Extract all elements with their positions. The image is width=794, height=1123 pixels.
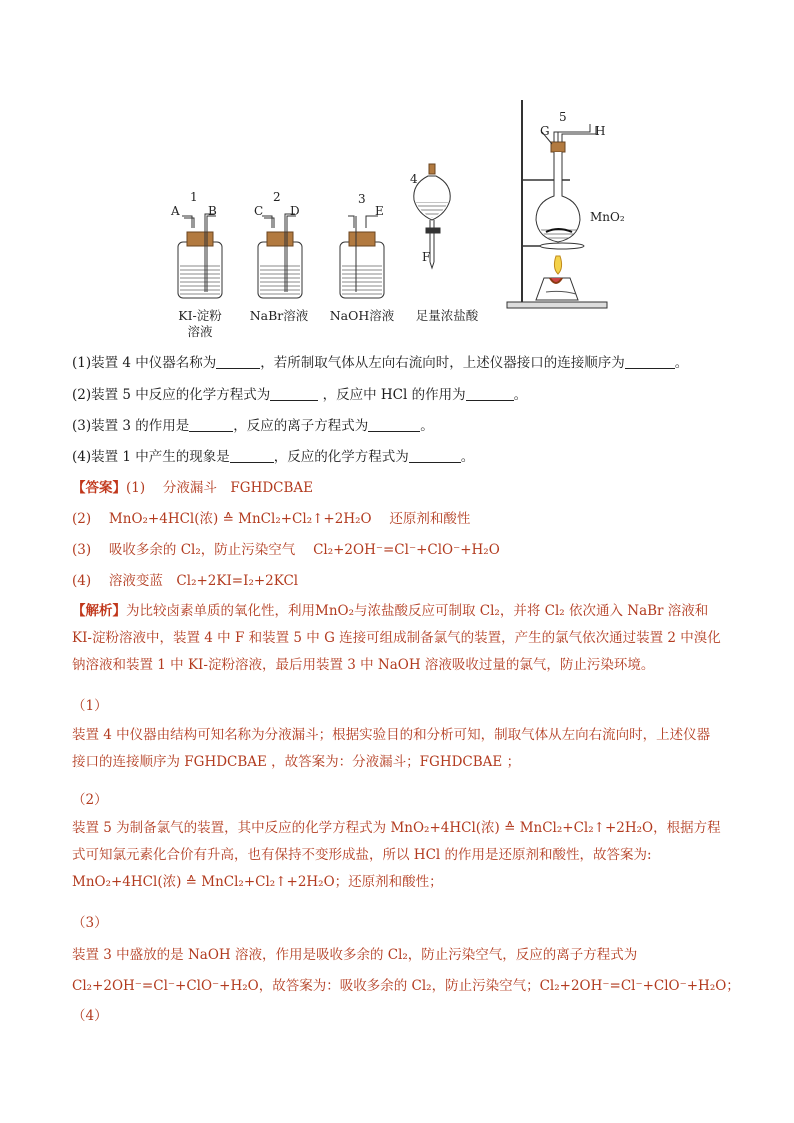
answer-4 [72,572,722,590]
question-4-text-c: 。 [460,449,475,465]
apparatus-drawing [150,92,630,332]
question-3 [72,417,722,435]
label-port-h: H [595,124,606,138]
question-3-text-a: (3)装置 3 的作用是 [72,418,190,434]
answer-blank [625,355,675,369]
question-4-text-b: ，反应的化学方程式为 [273,449,409,465]
answer-1-text: 分液漏斗 FGHDCBAE [162,480,314,496]
label-mno2: MnO₂ [590,210,625,224]
answer-blank [189,418,233,432]
label-port-c: C [254,204,264,218]
answer-blank [466,387,514,401]
question-1 [72,354,722,372]
analysis-part-2-text: 装置 5 为制备氯气的装置，其中反应的化学方程式为 MnO₂+4HCl(浓) ≙ MnCl₂+Cl₂↑+2H₂O，根据方程式可知氯元素化合价有升高，也有保持不变形成盐，所以 HCl 的作用是还原剂和酸性，故答案为: MnO₂+4HCl(浓) ≙ MnCl₂+Cl₂↑+2H₂O；还原剂和酸性； [72,820,721,890]
label-port-a: A [171,204,180,218]
chlorine-generator-5 [507,100,607,308]
analysis-part-3-line-2: Cl₂+2OH⁻=Cl⁻+ClO⁻+H₂O，故答案为：吸收多余的 Cl₂，防止污染空气；Cl₂+2OH⁻=Cl⁻+ClO⁻+H₂O； [72,978,740,994]
label-port-b: B [208,204,217,218]
caption-bottle-3: NaOH溶液 [329,308,395,323]
analysis-intro-text: 为比较卤素单质的氧化性，利用MnO₂与浓盐酸反应可制取 Cl₂，并将 Cl₂ 依次通入 NaBr 溶液和 KI-淀粉溶液中，装置 4 中 F 和装置 5 中 G 连接可组成制备氯气的装置，产生的氯气依次通过装置 2 中溴化钠溶液和装置 1 中 KI-淀粉溶液，最后用装置 3 中 NaOH 溶液吸收过量的氯气，防止污染环境。 [72,603,721,673]
question-2 [72,386,722,404]
question-3-text-c: 。 [420,418,434,434]
question-2-text-a: (2)装置 5 中反应的化学方程式为 [72,387,271,403]
answer-blank [216,355,260,369]
label-port-d: D [290,204,300,218]
answer-3-text: 吸收多余的 Cl₂，防止污染空气 Cl₂+2OH⁻=Cl⁻+ClO⁻+H₂O [108,542,500,558]
question-1-text-b: ，若所制取气体从左向右流向时，上述仪器接口的连接顺序为 [260,355,625,371]
question-1-text-c: 。 [674,355,689,371]
question-1-text-a: (1)装置 4 中仪器名称为 [72,355,217,371]
analysis-part-1-number: （1） [72,698,108,714]
analysis-part-2-number: （2） [72,792,108,808]
label-port-e: E [375,204,384,218]
analysis-part-3-number: （3） [72,915,108,931]
analysis-part-4-number: （4） [72,1008,108,1024]
answer-4-number: (4) [72,573,92,589]
label-number-2: 2 [273,190,281,204]
gas-bottle-3 [340,216,384,298]
label-number-4: 4 [410,172,418,186]
answer-blank [230,449,274,463]
answer-1-number: (1) [126,480,146,496]
label-number-3: 3 [358,192,366,206]
answer-blank [368,418,420,432]
analysis-part-3-line-1: 装置 3 中盛放的是 NaOH 溶液，作用是吸收多余的 Cl₂，防止污染空气，反应的离子方程式为 [72,947,638,963]
caption-funnel-4: 足量浓盐酸 [415,308,479,323]
answer-2-number: (2) [72,511,92,527]
analysis-tag: 【解析】 [72,603,126,619]
caption-bottle-1 [168,308,232,340]
question-4-text-a: (4)装置 1 中产生的现象是 [72,449,230,465]
label-number-5: 5 [559,110,567,124]
caption-bottle-2: NaBr溶液 [249,308,309,323]
caption-bottle-1-line2: 溶液 [187,324,213,339]
answer-3-number: (3) [72,542,92,558]
label-number-1: 1 [190,190,198,204]
question-2-text-b: ，反应中 HCl 的作用为 [318,387,466,403]
question-2-text-c: 。 [513,387,528,403]
label-port-g: G [540,124,550,138]
question-4 [72,448,722,466]
analysis-part-1-text: 装置 4 中仪器由结构可知名称为分液漏斗；根据实验目的和分析可知，制取气体从左向右流向时，上述仪器接口的连接顺序为 FGHDCBAE ，故答案为：分液漏斗；FGHDCBAE ； [72,727,711,770]
gas-bottle-2 [258,214,302,298]
answer-2 [72,510,722,528]
answer-tag: 【答案】 [72,480,126,496]
answer-blank [270,387,318,401]
answer-3 [72,541,722,559]
apparatus-figure [150,92,630,339]
analysis-intro [72,598,722,679]
answer-4-text: 溶液变蓝 Cl₂+2KI=I₂+2KCl [108,573,299,589]
answer-blank [409,449,461,463]
question-3-text-b: ，反应的离子方程式为 [233,418,369,434]
answer-2-text: MnO₂+4HCl(浓) ≙ MnCl₂+Cl₂↑+2H₂O 还原剂和酸性 [108,511,471,527]
caption-bottle-1-line1: KI-淀粉 [178,308,222,323]
gas-bottle-1 [178,214,222,298]
label-port-f: F [422,250,431,264]
separatory-funnel-4 [414,164,450,268]
answer-1 [72,479,722,497]
